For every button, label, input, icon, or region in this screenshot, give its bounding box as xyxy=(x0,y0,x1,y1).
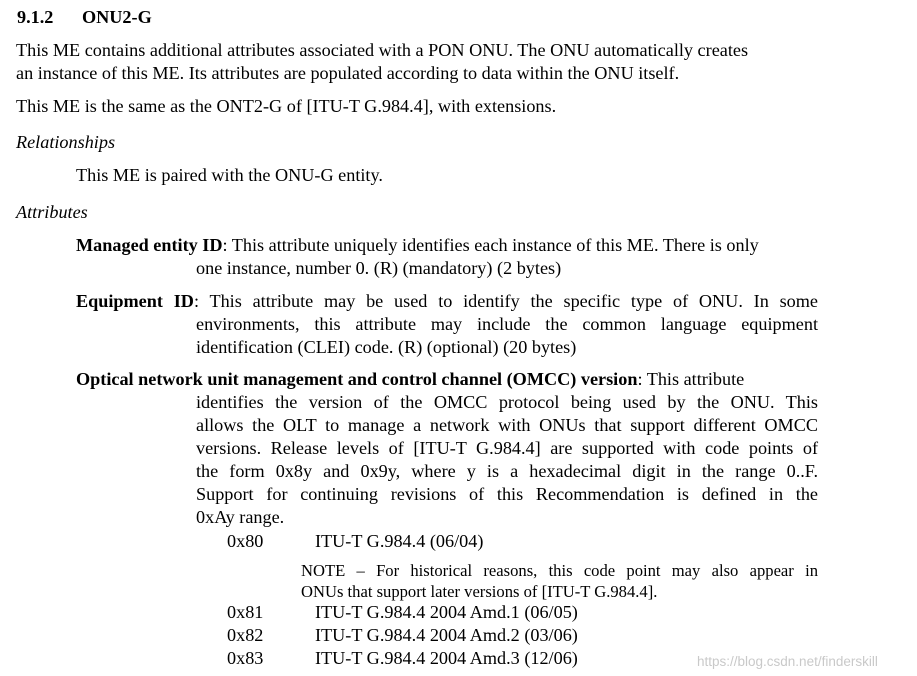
omcc-version-line-1 xyxy=(76,368,744,391)
section-number: 9.1.2 xyxy=(17,7,54,27)
code-point-desc: ITU-T G.984.4 (06/04) xyxy=(315,531,484,551)
intro-line-2: an instance of this ME. Its attributes are populated according to data within the ONU itself. xyxy=(16,63,680,83)
attributes-heading: Attributes xyxy=(16,202,88,222)
managed-entity-id-line-1 xyxy=(76,234,759,257)
equipment-id-name: Equipment ID xyxy=(76,291,194,311)
code-point-desc: ITU-T G.984.4 2004 Amd.3 (12/06) xyxy=(315,648,578,668)
omcc-version-line-7: 0xAy range. xyxy=(196,507,285,527)
relationships-text: This ME is paired with the ONU-G entity. xyxy=(76,165,383,185)
relationships-heading: Relationships xyxy=(16,132,116,152)
note-line-1: NOTE – For historical reasons, this code point may also appear in xyxy=(301,561,818,580)
omcc-version-line-2: identifies the version of the OMCC protocol being used by the ONU. This xyxy=(196,392,818,412)
omcc-version-line-6: Support for continuing revisions of this Recommendation is defined in the xyxy=(196,484,818,504)
equipment-id-desc: : This attribute may be used to identify the specific type of ONU. In some xyxy=(193,291,818,311)
section-title: ONU2-G xyxy=(82,7,152,27)
intro-line-3: This ME is the same as the ONT2-G of [ITU-T G.984.4], with extensions. xyxy=(16,96,557,116)
code-point-desc: ITU-T G.984.4 2004 Amd.1 (06/05) xyxy=(315,602,578,622)
managed-entity-id-desc: : This attribute uniquely identifies each instance of this ME. There is only xyxy=(222,235,759,255)
code-point: 0x81 xyxy=(227,602,264,622)
code-point: 0x80 xyxy=(227,531,264,551)
watermark: https://blog.csdn.net/finderskill xyxy=(697,654,878,669)
managed-entity-id-name: Managed entity ID xyxy=(76,235,223,255)
omcc-version-name: Optical network unit management and control channel (OMCC) version xyxy=(76,369,638,389)
code-point-desc: ITU-T G.984.4 2004 Amd.2 (03/06) xyxy=(315,625,578,645)
equipment-id-line-3: identification (CLEI) code. (R) (optional) (20 bytes) xyxy=(196,337,577,357)
omcc-version-line-4: versions. Release levels of [ITU-T G.984.4] are supported with code points of xyxy=(196,438,818,458)
note-line-2: ONUs that support later versions of [ITU-T G.984.4]. xyxy=(301,582,658,601)
code-point: 0x82 xyxy=(227,625,264,645)
omcc-version-line-3: allows the OLT to manage a network with ONUs that support different OMCC xyxy=(196,415,818,435)
equipment-id-line-1 xyxy=(76,290,818,313)
equipment-id-line-2: environments, this attribute may include the common language equipment xyxy=(196,314,818,334)
omcc-version-desc: : This attribute xyxy=(637,369,745,389)
code-point: 0x83 xyxy=(227,648,264,668)
intro-line-1: This ME contains additional attributes associated with a PON ONU. The ONU automatically creates xyxy=(16,40,749,60)
omcc-version-line-5: the form 0x8y and 0x9y, where y is a hexadecimal digit in the range 0..F. xyxy=(196,461,818,481)
managed-entity-id-line-2: one instance, number 0. (R) (mandatory) (2 bytes) xyxy=(196,258,562,278)
